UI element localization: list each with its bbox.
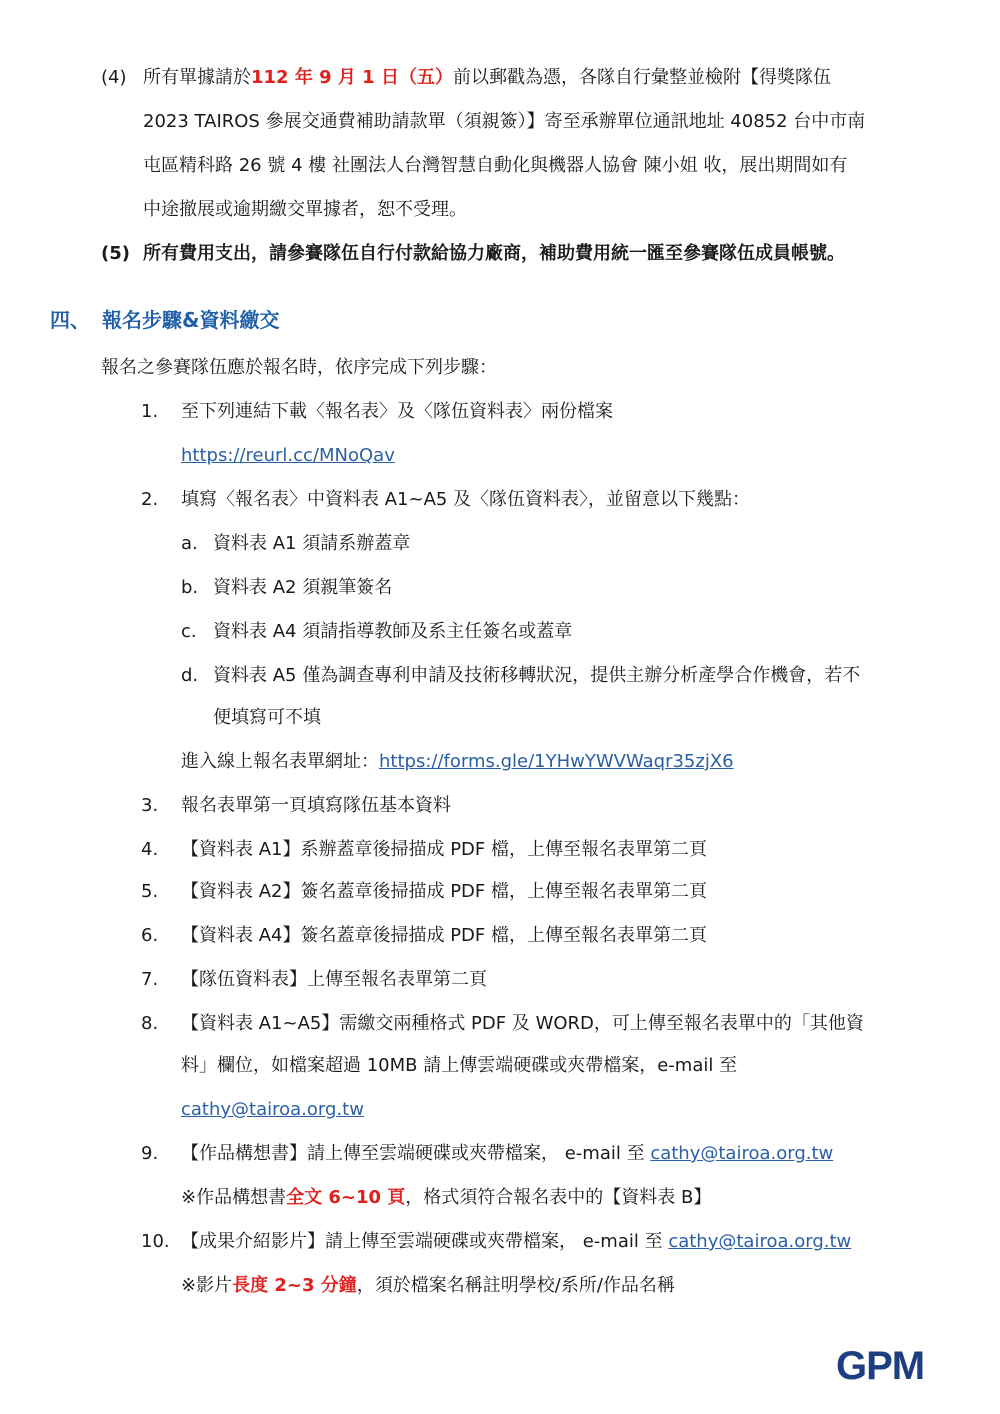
step-9-text: 【作品構想書】請上傳至雲端硬碟或夾帶檔案， e-mail 至 bbox=[181, 1143, 651, 1164]
step-4-text: 【資料表 A1】系辦蓋章後掃描成 PDF 檔，上傳至報名表單第二頁 bbox=[181, 839, 707, 860]
step-2-num: 2. bbox=[141, 489, 159, 510]
step-1-num: 1. bbox=[141, 401, 159, 422]
step-9-email-link[interactable]: cathy@tairoa.org.tw bbox=[650, 1143, 834, 1164]
step-3-text: 報名表單第一頁填寫隊伍基本資料 bbox=[181, 795, 451, 816]
step-8-line2: 料」欄位，如檔案超過 10MB 請上傳雲端硬碟或夾帶檔案，e-mail 至 bbox=[181, 1055, 738, 1076]
step-9-num: 9. bbox=[141, 1143, 159, 1164]
step-10-email-link[interactable]: cathy@tairoa.org.tw bbox=[668, 1231, 852, 1252]
section-title: 報名步驟&資料繳交 bbox=[102, 308, 280, 332]
step-4-num: 4. bbox=[141, 839, 159, 860]
step-5-text: 【資料表 A2】簽名蓋章後掃描成 PDF 檔，上傳至報名表單第二頁 bbox=[181, 881, 707, 902]
item5-marker: (5) bbox=[101, 243, 130, 264]
step-10-text: 【成果介紹影片】請上傳至雲端硬碟或夾帶檔案， e-mail 至 bbox=[181, 1231, 669, 1252]
item4-marker: (4) bbox=[101, 67, 127, 88]
step-2-text: 填寫〈報名表〉中資料表 A1~A5 及〈隊伍資料表〉，並留意以下幾點： bbox=[181, 489, 751, 510]
step-3-num: 3. bbox=[141, 795, 159, 816]
sub-a-text: 資料表 A1 須請系辦蓋章 bbox=[213, 533, 411, 554]
section-number: 四、 bbox=[50, 308, 90, 332]
sub-d-line1: 資料表 A5 僅為調查專利申請及技術移轉狀況，提供主辦分析產學合作機會，若不 bbox=[213, 665, 861, 686]
step-7-text: 【隊伍資料表】上傳至報名表單第二頁 bbox=[181, 969, 487, 990]
step-9-note-pre: ※作品構想書 bbox=[181, 1187, 287, 1208]
item4-line3: 屯區精科路 26 號 4 樓 社團法人台灣智慧自動化與機器人協會 陳小姐 收，展出期間如有 bbox=[143, 155, 848, 176]
step-8-line1: 【資料表 A1~A5】需繳交兩種格式 PDF 及 WORD，可上傳至報名表單中的「其他資 bbox=[181, 1013, 864, 1034]
sub-d-line2: 便填寫可不填 bbox=[213, 707, 321, 728]
step-6-num: 6. bbox=[141, 925, 159, 946]
item4-post: 前以郵戳為憑，各隊自行彙整並檢附【得獎隊伍 bbox=[452, 67, 831, 88]
step-8-email-row bbox=[181, 1097, 364, 1123]
step-7-num: 7. bbox=[141, 969, 159, 990]
step-5-num: 5. bbox=[141, 881, 159, 902]
step-9-note-red: 全文 6~10 頁 bbox=[286, 1187, 406, 1208]
step-9-note bbox=[181, 1185, 711, 1211]
step-10-note-pre: ※影片 bbox=[181, 1275, 233, 1296]
sub-c-text: 資料表 A4 須請指導教師及系主任簽名或蓋章 bbox=[213, 621, 573, 642]
item4-line1 bbox=[143, 65, 831, 91]
step-1-link-row bbox=[181, 443, 395, 469]
sub-d-marker: d. bbox=[181, 665, 199, 686]
form-label: 進入線上報名表單網址： bbox=[181, 751, 379, 772]
sub-a-marker: a. bbox=[181, 533, 198, 554]
item4-deadline: 112 年 9 月 1 日（五） bbox=[251, 67, 453, 88]
gpm-logo bbox=[836, 1342, 942, 1386]
step-9-line bbox=[181, 1141, 833, 1167]
download-link[interactable]: https://reurl.cc/MNoQav bbox=[181, 445, 395, 466]
step-6-text: 【資料表 A4】簽名蓋章後掃描成 PDF 檔，上傳至報名表單第二頁 bbox=[181, 925, 707, 946]
item5-text: 所有費用支出，請參賽隊伍自行付款給協力廠商，補助費用統一匯至參賽隊伍成員帳號。 bbox=[143, 243, 845, 264]
form-link[interactable]: https://forms.gle/1YHwYWVWaqr35zjX6 bbox=[379, 751, 734, 772]
step-10-note-post: ，須於檔案名稱註明學校/系所/作品名稱 bbox=[356, 1275, 675, 1296]
item4-line2: 2023 TAIROS 參展交通費補助請款單（須親簽）】寄至承辦單位通訊地址 40852 台中市南 bbox=[143, 111, 866, 132]
sub-b-text: 資料表 A2 須親筆簽名 bbox=[213, 577, 393, 598]
sub-c-marker: c. bbox=[181, 621, 197, 642]
item4-pre: 所有單據請於 bbox=[143, 67, 251, 88]
step-9-note-post: ，格式須符合報名表中的【資料表 B】 bbox=[405, 1187, 712, 1208]
sub-b-marker: b. bbox=[181, 577, 199, 598]
section-intro: 報名之參賽隊伍應於報名時，依序完成下列步驟： bbox=[101, 357, 497, 378]
step-10-line bbox=[181, 1229, 851, 1255]
step-1-text: 至下列連結下載〈報名表〉及〈隊伍資料表〉兩份檔案 bbox=[181, 401, 613, 422]
step-8-email-link[interactable]: cathy@tairoa.org.tw bbox=[181, 1099, 364, 1120]
step-10-note-red: 長度 2~3 分鐘 bbox=[232, 1275, 357, 1296]
step-10-num: 10. bbox=[141, 1231, 170, 1252]
step-10-note bbox=[181, 1273, 675, 1299]
gpm-logo-text: GPM bbox=[836, 1344, 925, 1386]
form-url-row bbox=[181, 749, 734, 775]
step-8-num: 8. bbox=[141, 1013, 159, 1034]
item4-line4: 中途撤展或逾期繳交單據者，恕不受理。 bbox=[143, 199, 467, 220]
